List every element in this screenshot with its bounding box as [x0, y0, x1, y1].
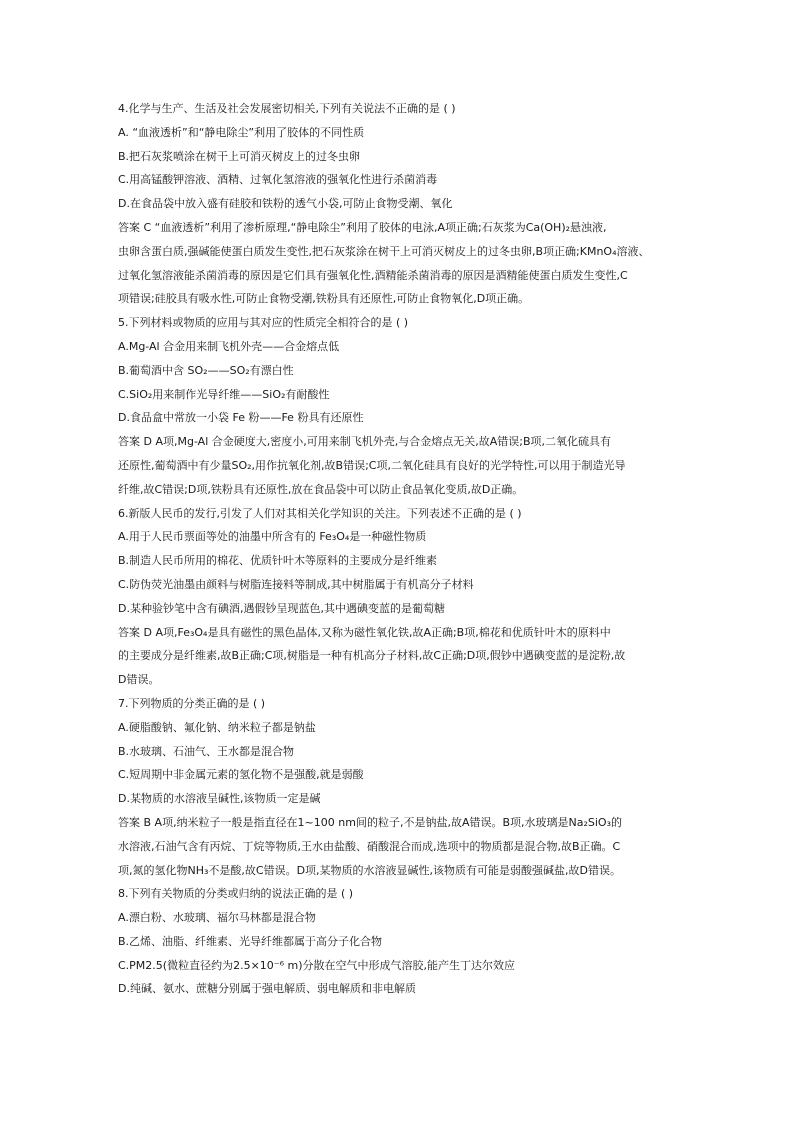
question-7-option-b: B.水玻璃、石油气、王水都是混合物 — [118, 744, 295, 758]
question-6-option-a: A.用于人民币票面等处的油墨中所含有的 Fe₃O₄是一种磁性物质 — [118, 530, 427, 544]
question-6-option-d: D.某种验钞笔中含有碘酒,遇假钞呈现蓝色,其中遇碘变蓝的是葡萄糖 — [118, 601, 445, 615]
question-5-option-d: D.食品盒中常放一小袋 Fe 粉——Fe 粉具有还原性 — [118, 411, 364, 425]
question-8-option-d: D.纯碱、氨水、蔗糖分别属于强电解质、弱电解质和非电解质 — [118, 982, 416, 996]
question-8-option-c: C.PM2.5(微粒直径约为2.5×10⁻⁶ m)分散在空气中形成气溶胶,能产生丁达尔效应 — [118, 958, 516, 972]
question-4-answer-line-1: 答案 C “血液透析”利用了渗析原理,“静电除尘”利用了胶体的电泳,A项正确;石灰浆为Ca(OH)₂悬浊液, — [118, 220, 607, 234]
question-5-answer-line-3: 纤维,故C错误;D项,铁粉具有还原性,放在食品袋中可以防止食品氧化变质,故D正确。 — [118, 482, 524, 496]
question-4-option-b: B.把石灰浆喷涂在树干上可消灭树皮上的过冬虫卵 — [118, 149, 361, 163]
question-8-option-a: A.漂白粉、水玻璃、福尔马林都是混合物 — [118, 911, 316, 925]
question-4-stem: 4.化学与生产、生活及社会发展密切相关,下列有关说法不正确的是 ( ) — [118, 102, 456, 115]
question-5-option-a: A.Mg-Al 合金用来制飞机外壳——合金熔点低 — [118, 339, 340, 353]
question-7-stem: 7.下列物质的分类正确的是 ( ) — [118, 696, 266, 710]
question-5-option-c: C.SiO₂用来制作光导纤维——SiO₂有耐酸性 — [118, 387, 330, 401]
question-4-option-c: C.用高锰酸钾溶液、酒精、过氧化氢溶液的强氧化性进行杀菌消毒 — [118, 173, 438, 187]
question-8-option-b: B.乙烯、油脂、纤维素、光导纤维都属于高分子化合物 — [118, 934, 383, 948]
question-6-option-b: B.制造人民币所用的棉花、优质针叶木等原料的主要成分是纤维素 — [118, 554, 438, 568]
question-6-option-c: C.防伪荧光油墨由颜料与树脂连接料等制成,其中树脂属于有机高分子材料 — [118, 577, 474, 591]
question-5-answer-line-2: 还原性,葡萄酒中有少量SO₂,用作抗氧化剂,故B错误;C项,二氧化硅具有良好的光学特性,可以用于制造光导 — [118, 458, 626, 472]
question-5-stem: 5.下列材料或物质的应用与其对应的性质完全相符合的是 ( ) — [118, 316, 409, 330]
question-6-answer-line-2: 的主要成分是纤维素,故B正确;C项,树脂是一种有机高分子材料,故C正确;D项,假钞中遇碘变蓝的是淀粉,故 — [118, 649, 626, 663]
question-6-answer-line-1: 答案 D A项,Fe₃O₄是具有磁性的黑色晶体,又称为磁性氧化铁,故A正确;B项,棉花和优质针叶木的原料中 — [118, 625, 611, 639]
question-4-answer-line-2: 虫卵含蛋白质,强碱能使蛋白质发生变性,把石灰浆涂在树干上可消灭树皮上的过冬虫卵,B项正确;KMnO₄溶液、 — [118, 244, 650, 258]
question-5-answer-line-1: 答案 D A项,Mg-Al 合金硬度大,密度小,可用来制飞机外壳,与合金熔点无关,故A错误;B项,二氧化硫具有 — [118, 435, 612, 449]
document-page — [118, 97, 684, 1001]
question-8-stem: 8.下列有关物质的分类或归纳的说法正确的是 ( ) — [118, 887, 354, 901]
question-7-answer-line-3: 项,氮的氢化物NH₃不是酸,故C错误。D项,某物质的水溶液显碱性,该物质有可能是弱酸强碱盐,故D错误。 — [118, 863, 622, 877]
question-7-answer-line-1: 答案 B A项,纳米粒子一般是指直径在1~100 nm间的粒子,不是钠盐,故A错误。B项,水玻璃是Na₂SiO₃的 — [118, 815, 622, 829]
question-6-answer-line-3: D错误。 — [118, 673, 160, 687]
question-4-option-d: D.在食品袋中放入盛有硅胶和铁粉的透气小袋,可防止食物受潮、氧化 — [118, 197, 453, 211]
question-4-answer-line-3: 过氧化氢溶液能杀菌消毒的原因是它们具有强氧化性,酒精能杀菌消毒的原因是酒精能使蛋白质发生变性,C — [118, 268, 628, 282]
question-4-answer-line-4: 项错误;硅胶具有吸水性,可防止食物受潮,铁粉具有还原性,可防止食物氧化,D项正确。 — [118, 292, 530, 306]
question-7-option-a: A.硬脂酸钠、氟化钠、纳米粒子都是钠盐 — [118, 720, 316, 734]
question-7-option-c: C.短周期中非金属元素的氢化物不是强酸,就是弱酸 — [118, 768, 364, 782]
question-4-option-a: A. “血液透析”和“静电除尘”利用了胶体的不同性质 — [118, 125, 365, 139]
question-7-option-d: D.某物质的水溶液呈碱性,该物质一定是碱 — [118, 792, 321, 806]
question-6-stem: 6.新版人民币的发行,引发了人们对其相关化学知识的关注。下列表述不正确的是 ( ) — [118, 506, 522, 520]
question-5-option-b: B.葡萄酒中含 SO₂——SO₂有漂白性 — [118, 363, 294, 377]
question-7-answer-line-2: 水溶液,石油气含有丙烷、丁烷等物质,王水由盐酸、硝酸混合而成,选项中的物质都是混合物,故B正确。C — [118, 839, 621, 853]
